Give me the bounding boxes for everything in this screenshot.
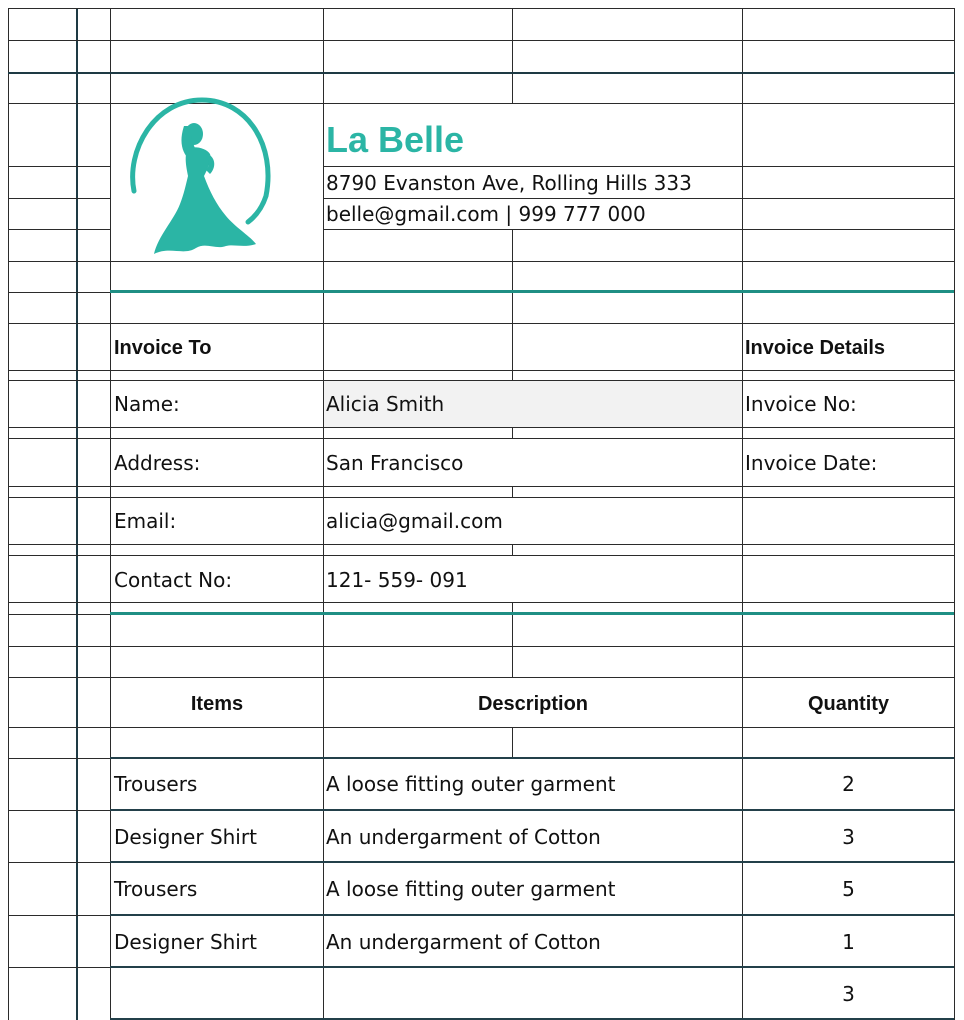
grid-row-line	[8, 323, 955, 324]
item-cell[interactable]: Designer Shirt	[114, 825, 257, 849]
row-divider	[110, 809, 954, 811]
item-cell[interactable]: Trousers	[114, 772, 198, 796]
quantity-cell[interactable]: 1	[842, 930, 855, 954]
description-header: Description	[477, 693, 589, 715]
grid-row-line	[8, 677, 955, 678]
grid-row-line	[323, 229, 955, 230]
quantity-cell[interactable]: 3	[842, 825, 855, 849]
invoice-number-label: Invoice No:	[745, 392, 857, 416]
company-name: La Belle	[326, 119, 465, 160]
row-divider	[110, 966, 954, 968]
grid-row-line	[8, 427, 955, 428]
item-cell[interactable]: Designer Shirt	[114, 930, 257, 954]
invoice-date-label: Invoice Date:	[745, 451, 878, 475]
email-value[interactable]: alicia@gmail.com	[326, 509, 503, 533]
grid-row-line	[8, 486, 955, 487]
contact-value[interactable]: 121- 559- 091	[326, 568, 468, 592]
grid-col-line	[76, 8, 78, 1020]
grid-row-line	[8, 555, 955, 556]
grid-row-line	[8, 646, 955, 647]
grid-row-line	[8, 229, 110, 230]
description-cell[interactable]: An undergarment of Cotton	[326, 930, 601, 954]
grid-row-line	[8, 727, 955, 728]
woman-dress-logo-icon	[124, 96, 276, 260]
item-cell[interactable]: Trousers	[114, 877, 198, 901]
email-label: Email:	[114, 509, 177, 533]
grid-row-line	[8, 261, 955, 262]
description-cell[interactable]: An undergarment of Cotton	[326, 825, 601, 849]
row-divider	[110, 914, 954, 916]
grid-row-line	[8, 198, 110, 199]
row-divider	[110, 757, 954, 759]
grid-row-line	[8, 72, 955, 74]
invoice-details-heading: Invoice Details	[745, 337, 886, 359]
grid-row-line	[8, 40, 955, 41]
contact-label: Contact No:	[114, 568, 233, 592]
address-label: Address:	[114, 451, 201, 475]
grid-row-line	[8, 370, 955, 371]
grid-row-line	[8, 166, 110, 167]
grid-row-line	[323, 166, 955, 167]
grid-row-line	[8, 438, 955, 439]
invoice-to-heading: Invoice To	[114, 337, 212, 359]
grid-col-line	[512, 229, 513, 380]
quantity-cell[interactable]: 5	[842, 877, 855, 901]
quantity-header: Quantity	[807, 693, 890, 715]
grid-col-line	[512, 8, 513, 104]
grid-row-line	[8, 8, 955, 9]
grid-row-line	[8, 602, 955, 603]
grid-row-line	[8, 497, 955, 498]
items-header: Items	[190, 693, 244, 715]
grid-col-line	[742, 8, 743, 1020]
company-contact: belle@gmail.com | 999 777 000	[326, 202, 646, 226]
row-divider	[110, 861, 954, 863]
description-cell[interactable]: A loose fitting outer garment	[326, 772, 616, 796]
description-cell[interactable]: A loose fitting outer garment	[326, 877, 616, 901]
name-value[interactable]: Alicia Smith	[326, 392, 445, 416]
address-value[interactable]: San Francisco	[326, 451, 464, 475]
grid-row-line	[323, 198, 955, 199]
grid-col-line	[954, 8, 955, 1020]
quantity-cell[interactable]: 3	[842, 982, 855, 1006]
name-label: Name:	[114, 392, 180, 416]
quantity-cell[interactable]: 2	[842, 772, 855, 796]
grid-col-line	[110, 8, 111, 1020]
grid-col-line	[323, 8, 324, 1020]
company-address: 8790 Evanston Ave, Rolling Hills 333	[326, 171, 692, 195]
grid-col-line	[512, 727, 513, 758]
customer-divider	[110, 612, 954, 615]
grid-row-line	[8, 544, 955, 545]
header-divider	[110, 290, 954, 293]
grid-col-line	[8, 8, 9, 1020]
